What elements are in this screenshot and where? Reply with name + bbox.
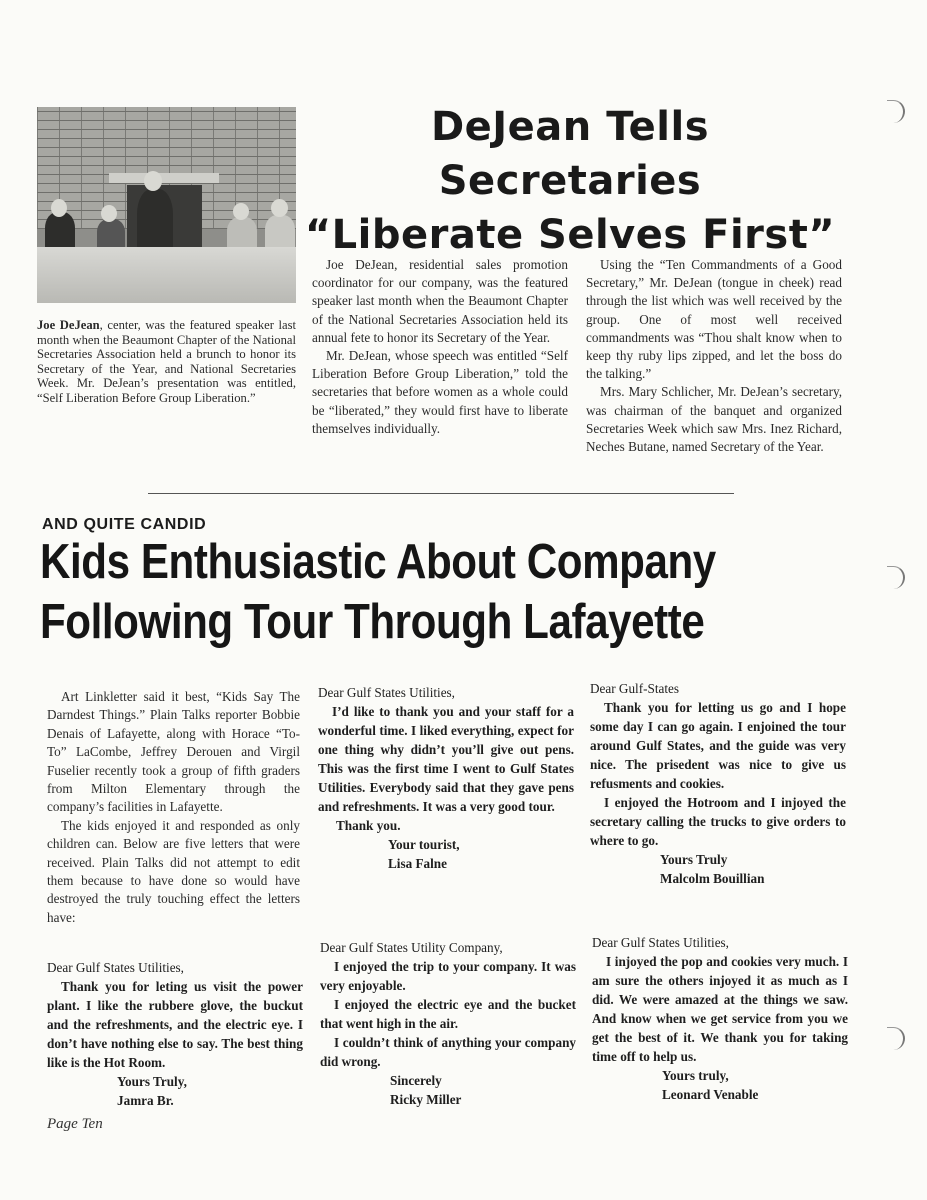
article2-intro <box>47 688 300 927</box>
photo-head <box>101 205 117 222</box>
article1-column-1 <box>312 256 568 438</box>
letter-body: I enjoyed the electric eye and the bucket that went high in the air. <box>320 997 576 1031</box>
letter-closing-line: Sincerely <box>390 1073 442 1088</box>
section-divider <box>148 493 734 494</box>
letter-body: Thank you for letting us go and I hope some day I can go again. I enjoined the tour around Gulf States, and the guide was very nice. The prisedent was nice to give us refusments and cookies. <box>590 700 846 791</box>
letter-closing-line: Yours Truly, <box>117 1074 187 1089</box>
letter-thanks: Thank you. <box>336 818 401 833</box>
photo-person <box>45 212 75 252</box>
photo-banquet-table <box>37 247 296 303</box>
article1-headline <box>300 100 840 262</box>
article2-title-line1: Kids Enthusiastic About Company <box>40 535 716 589</box>
article1-title-line2: “Liberate Selves First” <box>304 212 836 258</box>
page-number: Page Ten <box>47 1116 103 1132</box>
letter-signature: Lisa Falne <box>388 856 447 871</box>
photo-head <box>51 199 67 217</box>
letter-body: Thank you for leting us visit the power plant. I like the rubbere glove, the buckut and the refreshments, and the electric eye. I don’t have nothing else to say. The best thing like is the Hot Room. <box>47 979 303 1070</box>
article2-paragraph: The kids enjoyed it and responded as only children can. Below are five letters that were received. Plain Talks did not attempt to edit them because to have done so would have destroyed the truly touching effect the letters have: <box>47 817 300 925</box>
letter-body: I enjoyed the trip to your company. It was very enjoyable. <box>320 959 576 993</box>
letter-signature: Leonard Venable <box>662 1087 759 1102</box>
letter-lisa-falne <box>318 683 574 873</box>
letter-salutation: Dear Gulf-States <box>590 681 679 696</box>
photo-speaker <box>137 189 173 251</box>
letter-closing-line: Yours truly, <box>662 1068 729 1083</box>
article1-paragraph: Using the “Ten Commandments of a Good Secretary,” Mr. DeJean (tongue in cheek) read through the list which was well received by the group. One of most well received commandments was “Thou shalt know when to keep thy ruby lips zipped, and let the boss do the talking.” <box>586 257 842 382</box>
letter-signature: Jamra Br. <box>117 1093 174 1108</box>
letter-salutation: Dear Gulf States Utilities, <box>47 960 184 975</box>
photo-head <box>271 199 288 217</box>
article2-headline <box>40 532 780 652</box>
letter-signature: Malcolm Bouillian <box>660 871 765 886</box>
letter-jamra <box>47 958 303 1110</box>
letter-ricky-miller <box>320 938 576 1109</box>
article1-paragraph: Joe DeJean, residential sales promotion coordinator for our company, was the featured speaker last month when the Beaumont Chapter of the National Secretaries Association held its annual fete to honor its Secretary of the Year. <box>312 257 568 345</box>
letter-salutation: Dear Gulf States Utilities, <box>592 935 729 950</box>
letter-closing <box>660 850 846 888</box>
photo-mantel <box>109 173 219 183</box>
letter-leonard-venable <box>592 933 848 1104</box>
letter-salutation: Dear Gulf States Utilities, <box>318 685 455 700</box>
caption-text: , center, was the featured speaker last month when the Beaumont Chapter of the National Secretaries Association held a brunch to honor its Secretary of the Year, and National Secretaries Week. Mr. DeJean’s presentation was entitled, “Self Liberation Before Group Liberation.” <box>37 318 296 405</box>
article1-paragraph: Mr. DeJean, whose speech was entitled “Self Liberation Before Group Liberation,” told the secretaries that before women as a whole could be “liberated,” they would first have to liberate themselves individually. <box>312 348 568 436</box>
letter-closing-line: Your tourist, <box>388 837 460 852</box>
letter-closing-line: Yours Truly <box>660 852 728 867</box>
article2-kicker: AND QUITE CANDID <box>42 516 207 533</box>
article2-paragraph: Art Linkletter said it best, “Kids Say The Darndest Things.” Plain Talks reporter Bobbie Denais of Lafayette, along with Horace “To-To” LaCombe, Jeffrey Derouen and Virgil Fuselier recently took a group of fifth graders from Milton Elementary through the company’s facilities in Lafayette. <box>47 689 300 815</box>
photo-person <box>265 215 295 251</box>
letter-closing <box>388 835 574 873</box>
banquet-photo <box>37 107 296 303</box>
letter-malcolm-bouillian <box>590 679 846 888</box>
letter-signature: Ricky Miller <box>390 1092 462 1107</box>
letter-closing <box>117 1072 303 1110</box>
binder-hole-mark <box>887 566 905 589</box>
letter-body: I couldn’t think of anything your company did wrong. <box>320 1035 576 1069</box>
letter-body: I enjoyed the Hotroom and I injoyed the secretary calling the trucks to give orders to where to go. <box>590 795 846 848</box>
article1-title-line1: DeJean Tells Secretaries <box>430 104 710 204</box>
photo-head <box>144 171 162 191</box>
letter-closing <box>662 1066 848 1104</box>
letter-closing <box>390 1071 576 1109</box>
photo-caption <box>37 318 296 406</box>
article1-paragraph: Mrs. Mary Schlicher, Mr. DeJean’s secretary, was chairman of the banquet and organized Secretaries Week which saw Mrs. Inez Richard, Neches Butane, named Secretary of the Year. <box>586 384 842 455</box>
article1-column-2 <box>586 256 842 456</box>
letter-salutation: Dear Gulf States Utility Company, <box>320 940 503 955</box>
binder-hole-mark <box>887 100 905 123</box>
letter-body: I injoyed the pop and cookies very much. I am sure the others injoyed it as much as I did. We were amazed at the things we saw. And know when we get service from you we get the best of it. We thank you for taking time off to help us. <box>592 954 848 1064</box>
caption-name: Joe DeJean <box>37 318 100 332</box>
binder-hole-mark <box>887 1027 905 1050</box>
photo-head <box>233 203 249 220</box>
article2-title-line2: Following Tour Through Lafayette <box>40 595 705 649</box>
letter-body: I’d like to thank you and your staff for a wonderful time. I liked everything, expect for one thing why didn’t you’ll give out pens. This was the first time I went to Gulf States Utilities. Everybody said that they gave pens and refreshments. It was a very good tour. <box>318 704 574 814</box>
